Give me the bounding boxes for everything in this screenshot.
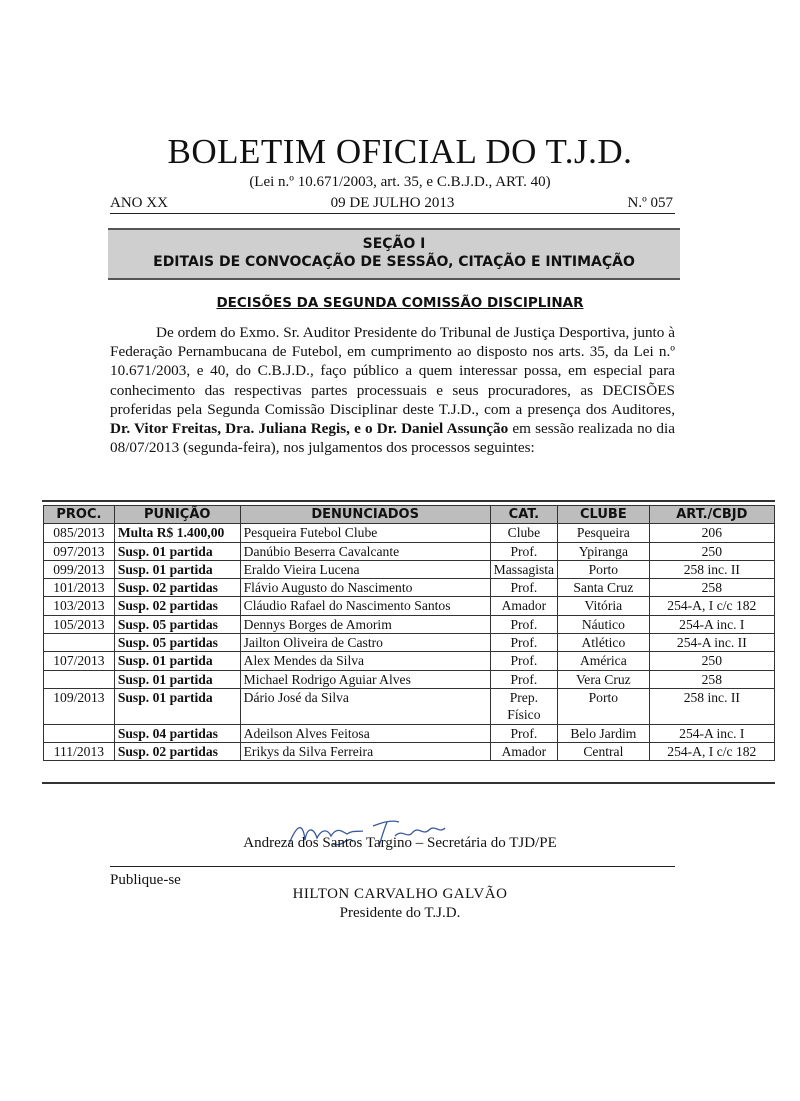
denunciado-cell: Michael Rodrigo Aguiar Alves <box>240 670 490 688</box>
table-row <box>44 615 775 633</box>
header-art: ART./CBJD <box>649 506 774 524</box>
issue-meta-bar <box>110 193 675 214</box>
header-denunciados: DENUNCIADOS <box>240 506 490 524</box>
art-cell: 254-A inc. I <box>649 724 774 742</box>
clube-cell: Porto <box>558 560 650 578</box>
denunciado-cell: Eraldo Vieira Lucena <box>240 560 490 578</box>
cat-cell: Clube <box>490 524 557 542</box>
denunciado-cell: Jailton Oliveira de Castro <box>240 634 490 652</box>
cat-cell: Massagista <box>490 560 557 578</box>
art-cell: 258 <box>649 579 774 597</box>
header-clube: CLUBE <box>558 506 650 524</box>
table-top-rule <box>42 500 775 502</box>
clube-cell: Santa Cruz <box>558 579 650 597</box>
table-header-row <box>44 506 775 524</box>
cat-cell: Amador <box>490 597 557 615</box>
table-row <box>44 524 775 542</box>
bulletin-subtitle: (Lei n.º 10.671/2003, art. 35, e C.B.J.D., ART. 40) <box>249 174 551 190</box>
punicao-cell: Susp. 01 partida <box>114 670 240 688</box>
table-bottom-rule <box>42 782 775 784</box>
art-cell: 254-A inc. I <box>649 615 774 633</box>
issue-number: N.º 057 <box>627 195 673 211</box>
punicao-cell: Susp. 02 partidas <box>114 597 240 615</box>
cat-cell: Prof. <box>490 579 557 597</box>
signature-rule <box>110 866 675 867</box>
denunciado-cell: Adeilson Alves Feitosa <box>240 724 490 742</box>
section-banner <box>108 228 680 280</box>
body-paragraph <box>110 323 675 457</box>
denunciado-cell: Dário José da Silva <box>240 688 490 724</box>
issue-year: ANO XX <box>110 195 168 211</box>
denunciado-cell: Dennys Borges de Amorim <box>240 615 490 633</box>
punicao-cell: Susp. 05 partidas <box>114 615 240 633</box>
cat-cell: Prof. <box>490 615 557 633</box>
president-title: Presidente do T.J.D. <box>339 905 461 921</box>
cat-cell: Prep. Físico <box>490 688 557 724</box>
punicao-cell: Susp. 01 partida <box>114 542 240 560</box>
clube-cell: Belo Jardim <box>558 724 650 742</box>
table-row <box>44 670 775 688</box>
proc-cell: 099/2013 <box>44 560 115 578</box>
art-cell: 254-A, I c/c 182 <box>649 742 774 760</box>
proc-cell: 097/2013 <box>44 542 115 560</box>
bulletin-title: BOLETIM OFICIAL DO T.J.D. <box>167 132 633 171</box>
denunciado-cell: Alex Mendes da Silva <box>240 652 490 670</box>
proc-cell: 101/2013 <box>44 579 115 597</box>
section-number: SEÇÃO I <box>362 236 426 252</box>
art-cell: 250 <box>649 652 774 670</box>
table-row <box>44 652 775 670</box>
clube-cell: América <box>558 652 650 670</box>
table-row <box>44 742 775 760</box>
table-row <box>44 560 775 578</box>
punicao-cell: Susp. 01 partida <box>114 652 240 670</box>
cat-cell: Prof. <box>490 634 557 652</box>
proc-cell <box>44 724 115 742</box>
art-cell: 258 inc. II <box>649 560 774 578</box>
body-text-part2: em sessão realizada no dia 08/07/2013 (segunda-feira), nos julgamentos dos processos seguintes: <box>110 420 675 457</box>
art-cell: 254-A, I c/c 182 <box>649 597 774 615</box>
proc-cell: 111/2013 <box>44 742 115 760</box>
table-row <box>44 597 775 615</box>
clube-cell: Pesqueira <box>558 524 650 542</box>
denunciado-cell: Danúbio Beserra Cavalcante <box>240 542 490 560</box>
cat-cell: Prof. <box>490 652 557 670</box>
punicao-cell: Susp. 01 partida <box>114 688 240 724</box>
decisions-table <box>43 505 775 761</box>
proc-cell: 109/2013 <box>44 688 115 724</box>
clube-cell: Porto <box>558 688 650 724</box>
table-row <box>44 724 775 742</box>
denunciado-cell: Pesqueira Futebol Clube <box>240 524 490 542</box>
cat-cell: Prof. <box>490 724 557 742</box>
denunciado-cell: Cláudio Rafael do Nascimento Santos <box>240 597 490 615</box>
proc-cell: 107/2013 <box>44 652 115 670</box>
punicao-cell: Susp. 02 partidas <box>114 742 240 760</box>
clube-cell: Ypiranga <box>558 542 650 560</box>
clube-cell: Náutico <box>558 615 650 633</box>
clube-cell: Vera Cruz <box>558 670 650 688</box>
cat-cell: Amador <box>490 742 557 760</box>
proc-cell <box>44 634 115 652</box>
punicao-cell: Susp. 05 partidas <box>114 634 240 652</box>
header-proc: PROC. <box>44 506 115 524</box>
art-cell: 258 inc. II <box>649 688 774 724</box>
art-cell: 258 <box>649 670 774 688</box>
punicao-cell: Susp. 01 partida <box>114 560 240 578</box>
section-title: EDITAIS DE CONVOCAÇÃO DE SESSÃO, CITAÇÃO E INTIMAÇÃO <box>153 254 635 270</box>
signer-line: Andreza dos Santos Targino – Secretária do TJD/PE <box>243 835 557 851</box>
table-row <box>44 542 775 560</box>
denunciado-cell: Erikys da Silva Ferreira <box>240 742 490 760</box>
table-row <box>44 688 775 724</box>
punicao-cell: Susp. 02 partidas <box>114 579 240 597</box>
cat-cell: Prof. <box>490 542 557 560</box>
publish-note: Publique-se <box>110 872 181 888</box>
header-cat: CAT. <box>490 506 557 524</box>
president-name: HILTON CARVALHO GALVÃO <box>292 886 508 902</box>
clube-cell: Atlético <box>558 634 650 652</box>
body-auditors: Dr. Vitor Freitas, Dra. Juliana Regis, e o Dr. Daniel Assunção <box>110 420 509 438</box>
clube-cell: Vitória <box>558 597 650 615</box>
decisions-heading-text: DECISÕES DA SEGUNDA COMISSÃO DISCIPLINAR <box>216 295 584 311</box>
art-cell: 250 <box>649 542 774 560</box>
proc-cell: 103/2013 <box>44 597 115 615</box>
header-punicao: PUNIÇÃO <box>114 506 240 524</box>
cat-cell: Prof. <box>490 670 557 688</box>
proc-cell: 105/2013 <box>44 615 115 633</box>
punicao-cell: Susp. 04 partidas <box>114 724 240 742</box>
body-text-part1: De ordem do Exmo. Sr. Auditor Presidente do Tribunal de Justiça Desportiva, junto à Federação Pernambucana de Futebol, em cumprimento ao disposto nos arts. 35, da Lei n.º 10.671/2003, e 40, do C.B.J.D., faço público a quem interessar possa, em especial para conhecimento das respectivas partes processuais e seus procuradores, as DECISÕES proferidas pela Segunda Comissão Disciplinar deste T.J.D., com a presença dos Auditores, <box>110 324 675 418</box>
table-row <box>44 579 775 597</box>
art-cell: 206 <box>649 524 774 542</box>
issue-date: 09 DE JULHO 2013 <box>330 195 455 211</box>
clube-cell: Central <box>558 742 650 760</box>
table-body <box>44 524 775 761</box>
denunciado-cell: Flávio Augusto do Nascimento <box>240 579 490 597</box>
art-cell: 254-A inc. II <box>649 634 774 652</box>
punicao-cell: Multa R$ 1.400,00 <box>114 524 240 542</box>
decisions-heading <box>0 295 800 311</box>
proc-cell: 085/2013 <box>44 524 115 542</box>
proc-cell <box>44 670 115 688</box>
table-row <box>44 634 775 652</box>
